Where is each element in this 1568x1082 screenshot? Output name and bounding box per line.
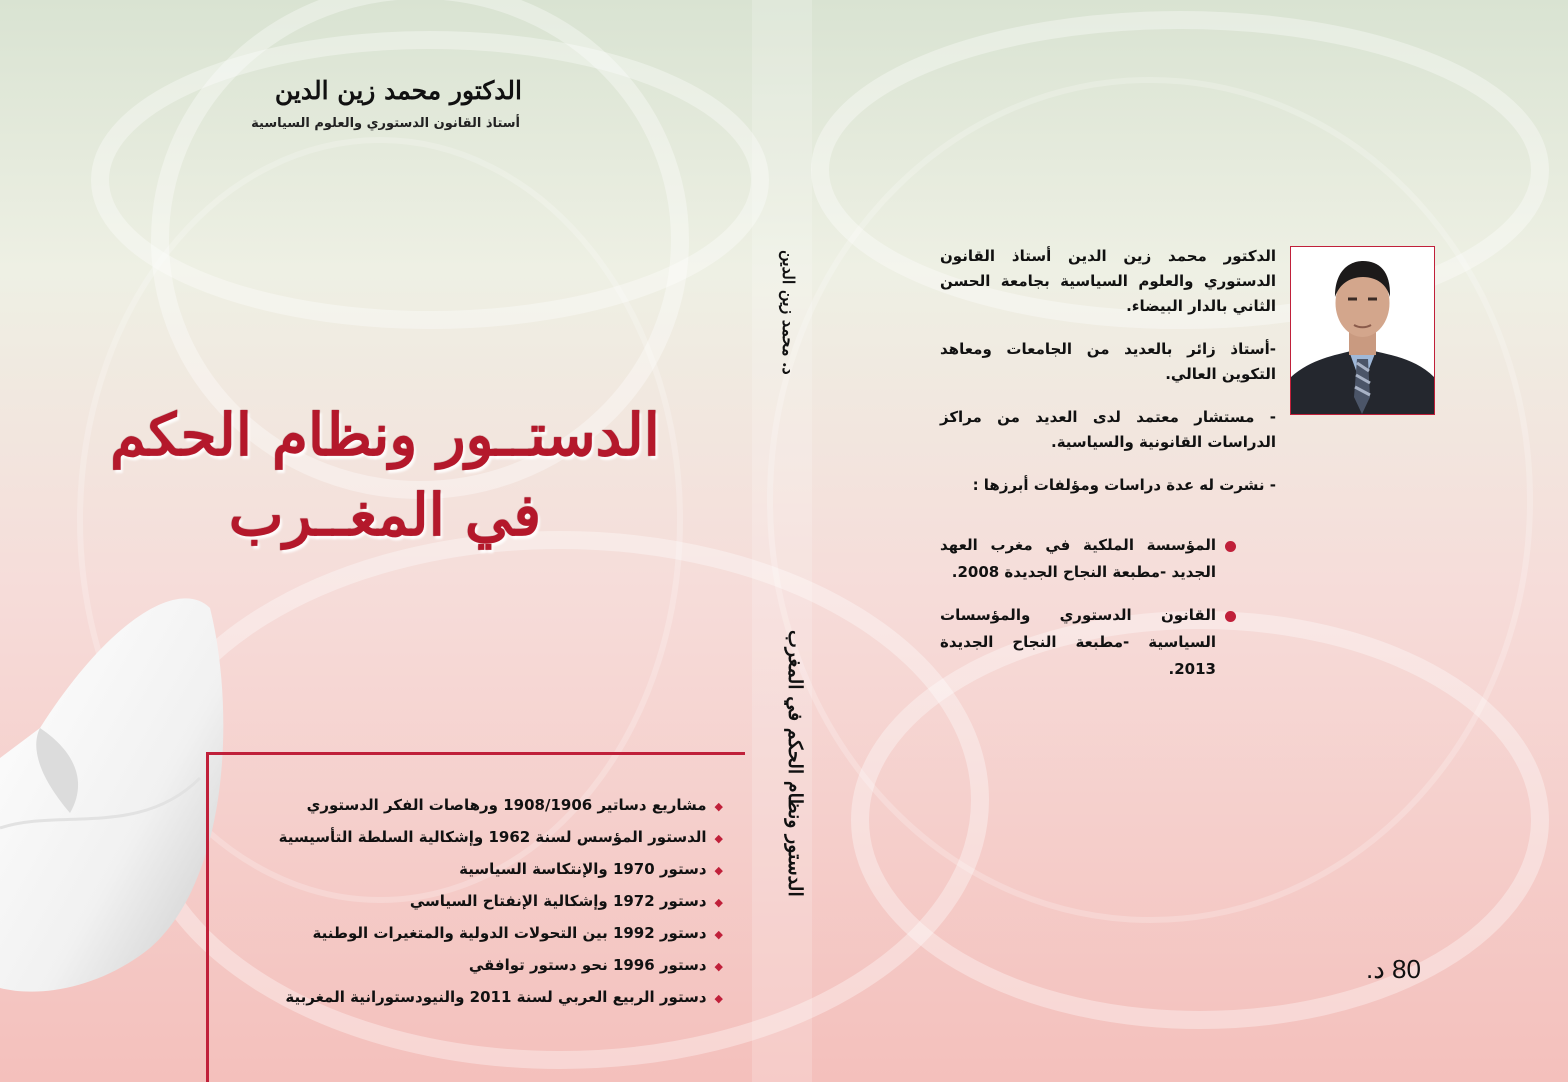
book-title (40, 395, 730, 555)
diamond-bullet-icon: ◆ (714, 800, 723, 813)
bio-paragraph: الدكتور محمد زين الدين أستاذ القانون الدستوري والعلوم السياسية بجامعة الحسن الثاني بالدار البيضاء. (940, 247, 1276, 315)
front-cover (0, 0, 752, 1082)
list-item: ◆مشاريع دساتير 1908/1906 ورهاصات الفكر الدستوري (306, 796, 723, 814)
author-photo (1290, 246, 1435, 415)
curled-paper-graphic (0, 578, 240, 998)
list-item: ◆دستور 1970 والإنتكاسة السياسية (459, 860, 723, 878)
list-item: القانون الدستوري والمؤسسات السياسية -مطبعة النجاح الجديدة 2013. (940, 602, 1216, 683)
topics-box (206, 752, 745, 1082)
diamond-bullet-icon: ◆ (714, 928, 723, 941)
book-title-line1: الدستــور ونظام الحكم (110, 401, 660, 469)
list-item: ◆دستور 1996 نحو دستور توافقي (468, 956, 723, 974)
book-title-line2: في المغــرب (228, 481, 542, 549)
list-item: ◆دستور الربيع العربي لسنة 2011 والنيودستورانية المغربية (285, 988, 723, 1006)
diamond-bullet-icon: ◆ (714, 864, 723, 877)
bio-paragraph: - نشرت له عدة دراسات ومؤلفات أبرزها : (972, 476, 1276, 494)
diamond-bullet-icon: ◆ (714, 896, 723, 909)
topics-list (223, 789, 723, 1013)
works-list (940, 532, 1216, 699)
round-bullet-icon (1225, 541, 1236, 552)
author-title: أستاذ القانون الدستوري والعلوم السياسية (251, 116, 520, 131)
spine-title: الدستور ونظام الحكم في المغرب (784, 630, 806, 897)
list-item: ◆الدستور المؤسس لسنة 1962 وإشكالية السلطة التأسيسية (278, 828, 723, 846)
round-bullet-icon (1225, 611, 1236, 622)
bio-paragraph: -أستاذ زائر بالعديد من الجامعات ومعاهد التكوين العالي. (940, 340, 1276, 383)
bio-paragraph: - مستشار معتمد لدى العديد من مراكز الدراسات القانونية والسياسية. (940, 408, 1276, 451)
spine-author: د. محمد زين الدين (779, 250, 798, 375)
list-item: المؤسسة الملكية في مغرب العهد الجديد -مطبعة النجاح الجديدة 2008. (940, 532, 1216, 586)
author-name: الدكتور محمد زين الدين (274, 76, 522, 105)
author-bio (940, 244, 1276, 498)
diamond-bullet-icon: ◆ (714, 992, 723, 1005)
list-item: ◆دستور 1972 وإشكالية الإنفتاح السياسي (409, 892, 723, 910)
list-item: ◆دستور 1992 بين التحولات الدولية والمتغيرات الوطنية (312, 924, 723, 942)
book-spine (752, 0, 812, 1082)
diamond-bullet-icon: ◆ (714, 832, 723, 845)
price-label: 80 د. (1366, 954, 1421, 984)
diamond-bullet-icon: ◆ (714, 960, 723, 973)
